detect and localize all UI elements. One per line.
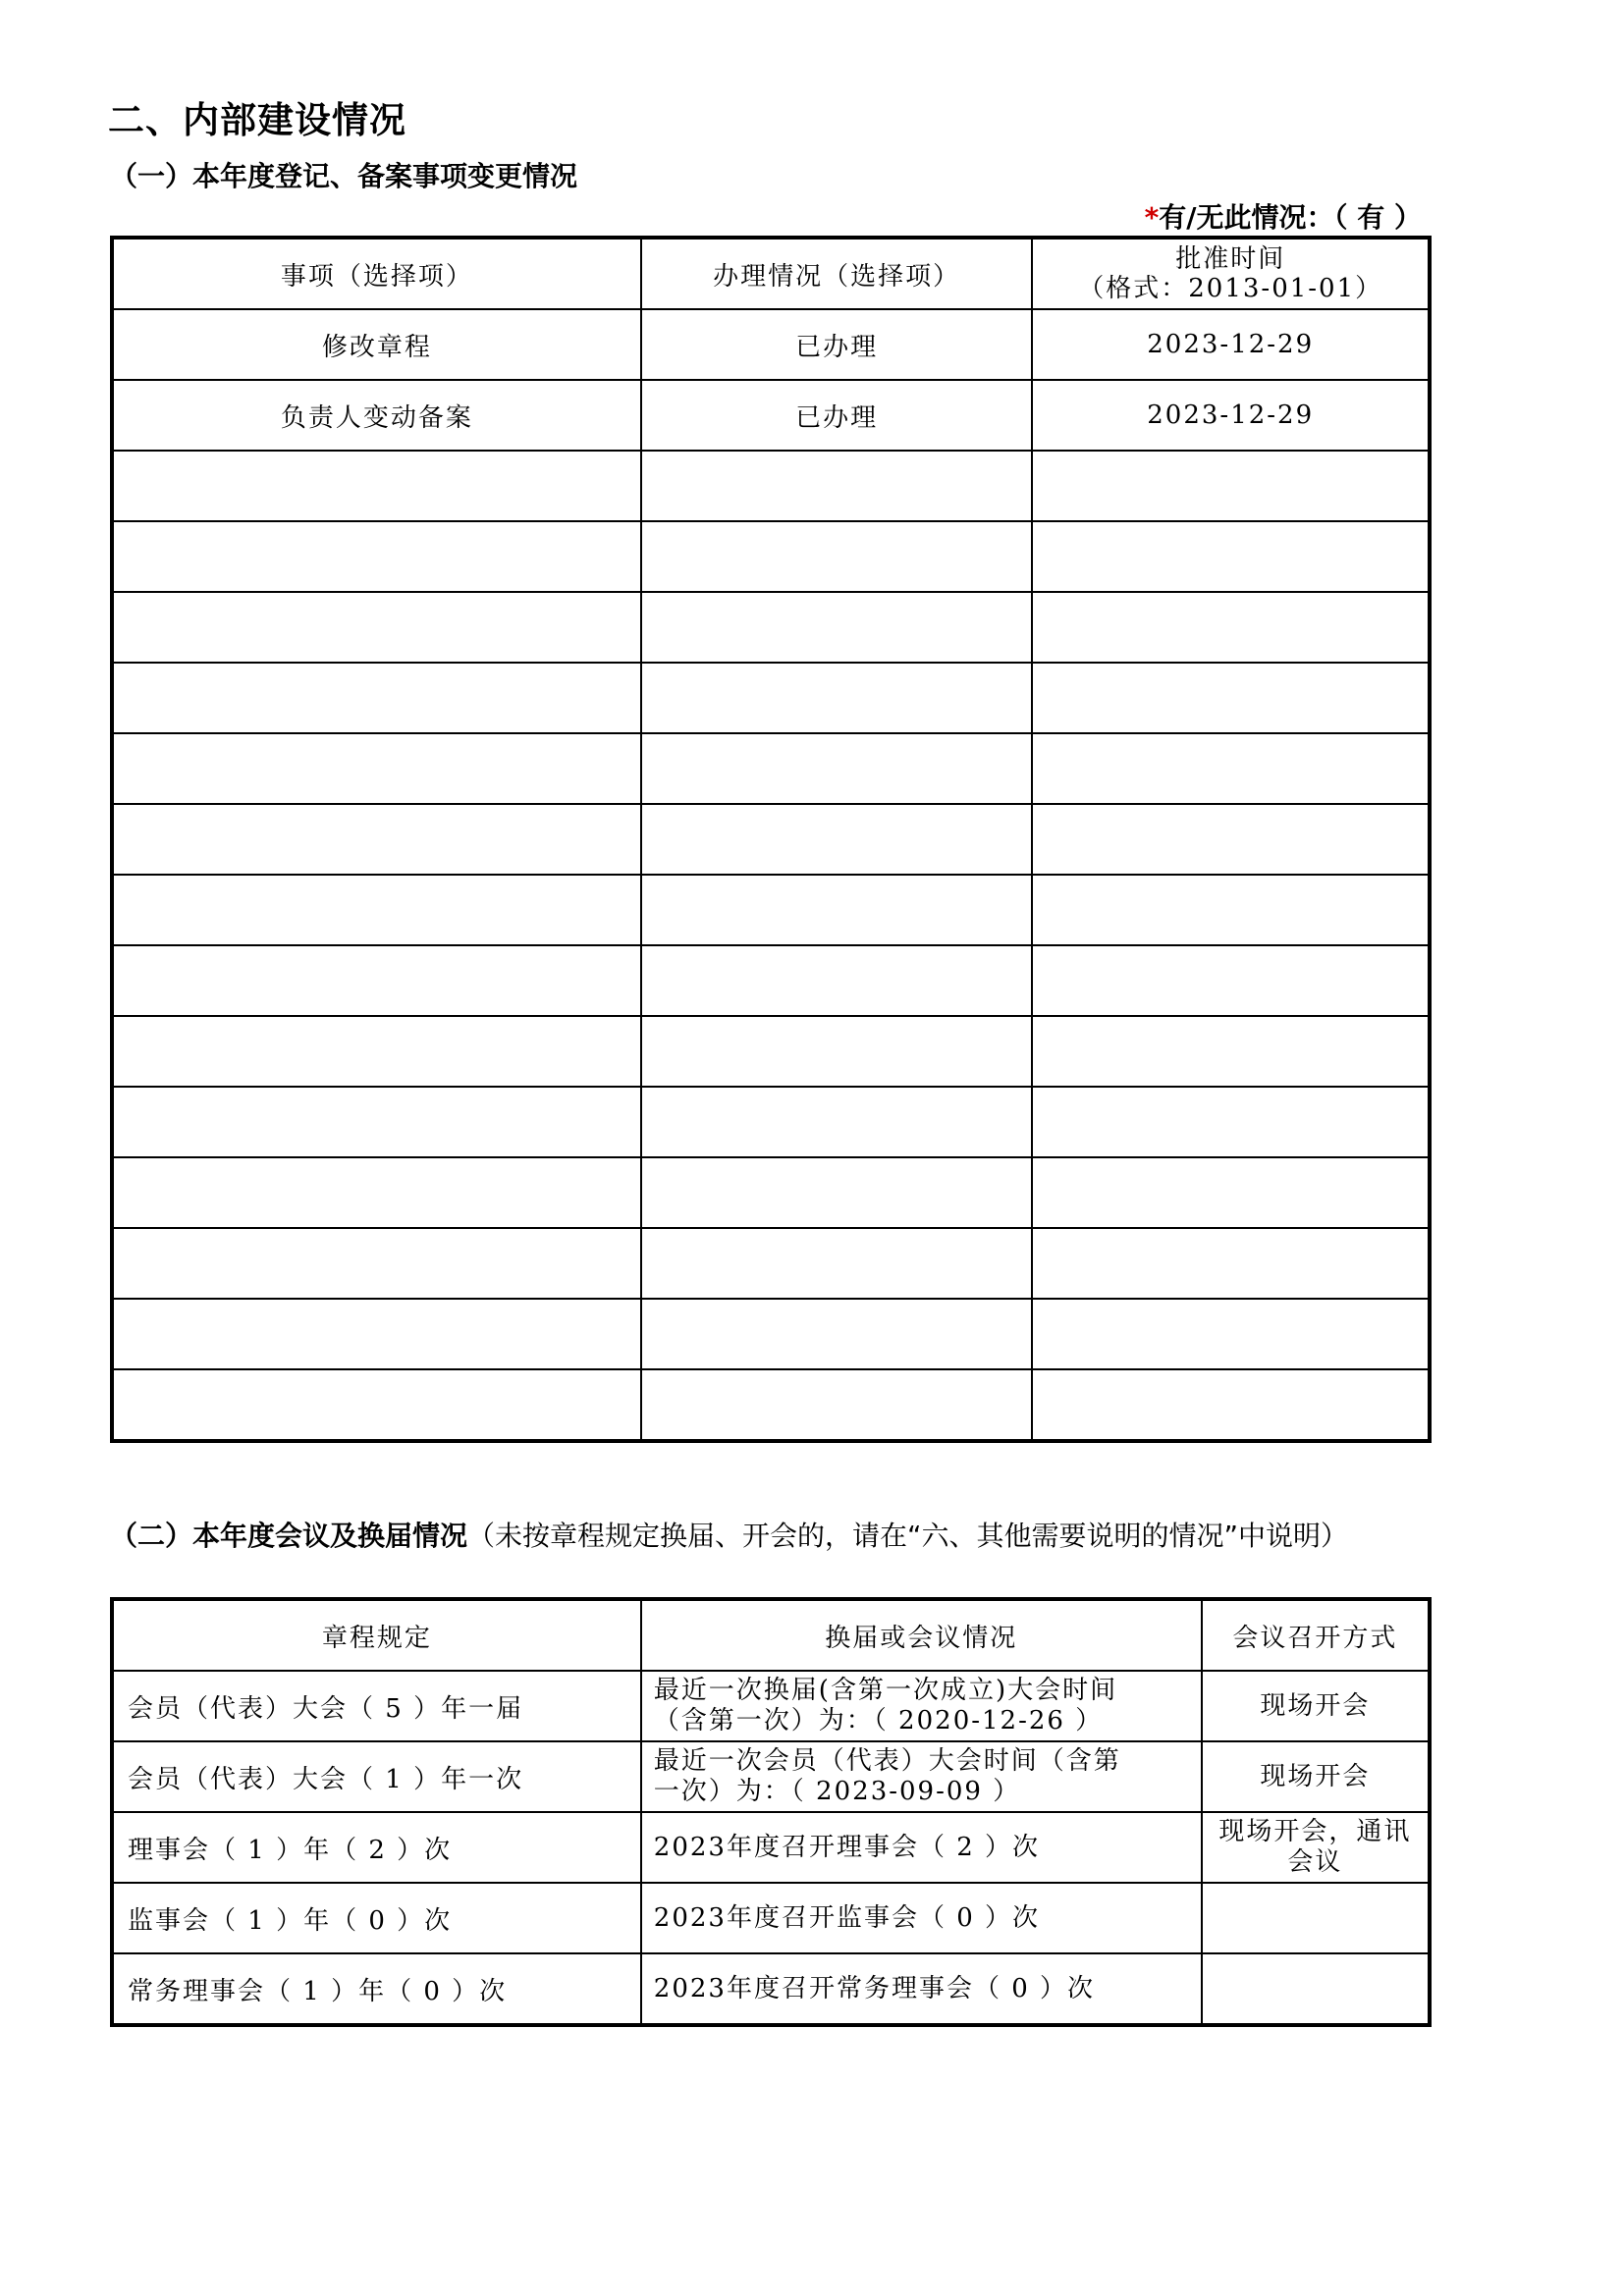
meeting-status-line: 2023年度召开监事会（ 0 ）次	[653, 1902, 1041, 1933]
cell-item	[112, 451, 641, 521]
cell-approval-date: 2023-12-29	[1032, 309, 1430, 380]
cell-meeting-method	[1202, 1671, 1430, 1741]
meetings-table	[110, 1597, 1432, 2027]
cell-item	[112, 1016, 641, 1087]
table-row	[112, 451, 1430, 521]
cell-meeting-method	[1202, 1953, 1430, 2025]
cell-approval-date	[1032, 875, 1430, 945]
table-row	[112, 592, 1430, 663]
cell-status	[641, 1299, 1033, 1369]
section-title-registration-changes: （一）本年度登记、备案事项变更情况	[110, 160, 578, 192]
table-row	[112, 1228, 1430, 1299]
cell-approval-date	[1032, 451, 1430, 521]
cell-item	[112, 1369, 641, 1441]
cell-status	[641, 1157, 1033, 1228]
header-approval-date-label: 批准时间	[1175, 244, 1286, 274]
meeting-method-line: 会议	[1287, 1847, 1343, 1877]
cell-meeting-status	[641, 1953, 1202, 2025]
cell-item	[112, 1157, 641, 1228]
cell-item	[112, 1087, 641, 1157]
cell-item	[112, 1299, 641, 1369]
cell-meeting-method	[1202, 1741, 1430, 1812]
cell-approval-date: 2023-12-29	[1032, 380, 1430, 451]
cell-status	[641, 1369, 1033, 1441]
table-row	[112, 875, 1430, 945]
meeting-method-line: 现场开会，通讯	[1218, 1817, 1412, 1846]
required-star: *	[1144, 201, 1160, 234]
cell-approval-date	[1032, 1016, 1430, 1087]
table-header-row	[112, 1599, 1430, 1671]
table-row	[112, 804, 1430, 875]
cell-status	[641, 733, 1033, 804]
table-row	[112, 309, 1430, 380]
cell-item	[112, 875, 641, 945]
table-row	[112, 945, 1430, 1016]
table-row	[112, 1883, 1430, 1953]
cell-status	[641, 592, 1033, 663]
cell-item	[112, 945, 641, 1016]
cell-meeting-status	[641, 1883, 1202, 1953]
table-row	[112, 1087, 1430, 1157]
cell-approval-date	[1032, 663, 1430, 733]
table-row	[112, 1299, 1430, 1369]
cell-meeting-status	[641, 1812, 1202, 1883]
cell-status	[641, 663, 1033, 733]
cell-status	[641, 1016, 1033, 1087]
cell-status	[641, 1228, 1033, 1299]
cell-meeting-status	[641, 1671, 1202, 1741]
cell-approval-date	[1032, 1369, 1430, 1441]
cell-approval-date	[1032, 1228, 1430, 1299]
table-row	[112, 1671, 1430, 1741]
table-row	[112, 380, 1430, 451]
table-row	[112, 521, 1430, 592]
cell-rule: 会员（代表）大会（ 5 ）年一届	[112, 1671, 641, 1741]
cell-approval-date	[1032, 521, 1430, 592]
header-approval-date	[1032, 238, 1430, 309]
meeting-status-line: 一次）为：（ 2023-09-09 ）	[653, 1777, 1021, 1806]
cell-item	[112, 521, 641, 592]
cell-rule: 理事会（ 1 ）年（ 2 ）次	[112, 1812, 641, 1883]
table-row	[112, 1016, 1430, 1087]
cell-item: 负责人变动备案	[112, 380, 641, 451]
header-rule: 章程规定	[112, 1599, 641, 1671]
cell-status	[641, 1087, 1033, 1157]
cell-approval-date	[1032, 592, 1430, 663]
meetings-body	[112, 1671, 1430, 2025]
cell-item	[112, 804, 641, 875]
header-item: 事项（选择项）	[112, 238, 641, 309]
table-row	[112, 1369, 1430, 1441]
cell-status	[641, 945, 1033, 1016]
cell-status	[641, 521, 1033, 592]
cell-rule: 会员（代表）大会（ 1 ）年一次	[112, 1741, 641, 1812]
table-row	[112, 1741, 1430, 1812]
table-row	[112, 663, 1430, 733]
page-title: 二、内部建设情况	[108, 99, 406, 141]
table-row	[112, 1953, 1430, 2025]
cell-approval-date	[1032, 945, 1430, 1016]
cell-item	[112, 733, 641, 804]
cell-approval-date	[1032, 1299, 1430, 1369]
cell-status: 已办理	[641, 309, 1033, 380]
header-approval-date-format: （格式：2013-01-01）	[1078, 274, 1383, 303]
table-row	[112, 1157, 1430, 1228]
cell-item: 修改章程	[112, 309, 641, 380]
meeting-method-line: 现场开会	[1260, 1690, 1371, 1721]
status-note-text: 有/无此情况：（ 有 ）	[1159, 201, 1422, 234]
cell-rule: 常务理事会（ 1 ）年（ 0 ）次	[112, 1953, 641, 2025]
status-note	[1145, 196, 1422, 236]
cell-status	[641, 804, 1033, 875]
cell-status	[641, 451, 1033, 521]
meeting-status-line: 最近一次会员（代表）大会时间（含第	[653, 1746, 1121, 1776]
meeting-status-line: 最近一次换届(含第一次成立)大会时间	[653, 1676, 1118, 1705]
header-meeting-method: 会议召开方式	[1202, 1599, 1430, 1671]
registration-changes-body	[112, 309, 1430, 1441]
header-status: 办理情况（选择项）	[641, 238, 1033, 309]
cell-approval-date	[1032, 1157, 1430, 1228]
cell-rule: 监事会（ 1 ）年（ 0 ）次	[112, 1883, 641, 1953]
cell-approval-date	[1032, 1087, 1430, 1157]
meeting-status-line: （含第一次）为：（ 2020-12-26 ）	[653, 1706, 1104, 1735]
cell-approval-date	[1032, 733, 1430, 804]
meeting-method-line: 现场开会	[1260, 1761, 1371, 1791]
cell-status: 已办理	[641, 380, 1033, 451]
cell-item	[112, 592, 641, 663]
cell-approval-date	[1032, 804, 1430, 875]
cell-status	[641, 875, 1033, 945]
section-title-meetings	[110, 1517, 1406, 1556]
table-header-row	[112, 238, 1430, 309]
meeting-status-line: 2023年度召开常务理事会（ 0 ）次	[653, 1973, 1096, 2003]
registration-changes-table	[110, 236, 1432, 1443]
cell-item	[112, 663, 641, 733]
cell-meeting-method	[1202, 1883, 1430, 1953]
section-title-meetings-bold: （二）本年度会议及换届情况	[110, 1520, 468, 1552]
cell-meeting-method	[1202, 1812, 1430, 1883]
header-meeting-status: 换届或会议情况	[641, 1599, 1202, 1671]
cell-item	[112, 1228, 641, 1299]
table-row	[112, 733, 1430, 804]
table-row	[112, 1812, 1430, 1883]
cell-meeting-status	[641, 1741, 1202, 1812]
meeting-status-line: 2023年度召开理事会（ 2 ）次	[653, 1832, 1041, 1862]
section-title-meetings-note: （未按章程规定换届、开会的，请在“六、其他需要说明的情况”中说明）	[467, 1520, 1349, 1552]
